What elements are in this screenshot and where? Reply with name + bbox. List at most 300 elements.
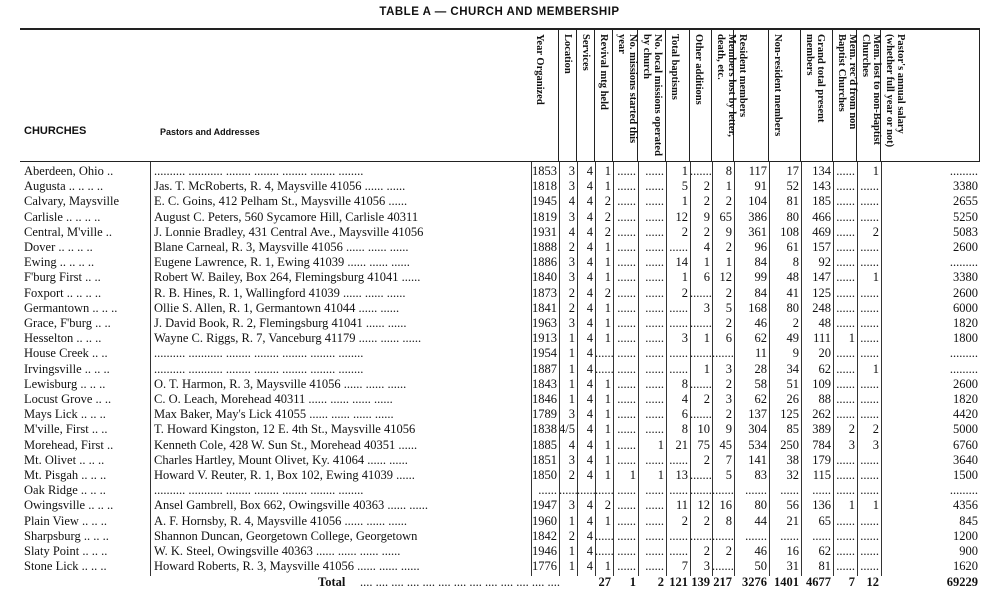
data-cell: 1	[681, 194, 688, 209]
church-name: F'burg First .. ..	[24, 270, 101, 285]
data-cell: ......	[836, 376, 855, 391]
data-cell: 3	[568, 164, 575, 178]
data-cell: 143	[812, 179, 831, 194]
data-cell: 1842	[532, 528, 557, 543]
column-rule	[833, 162, 834, 576]
data-cell: 91	[754, 179, 767, 194]
data-cell: 12	[697, 498, 710, 513]
column-header-label: No. missions started this year	[616, 34, 638, 144]
data-cell: 1	[604, 559, 611, 574]
data-cell: 65	[818, 513, 831, 528]
data-cell: ......	[780, 528, 799, 543]
data-cell: 1	[848, 331, 855, 346]
data-cell: 2655	[953, 194, 978, 209]
data-cell: 4	[568, 194, 575, 209]
data-cell: ......	[645, 316, 664, 330]
data-cell: ......	[836, 513, 855, 528]
data-cell: 1886	[532, 255, 557, 270]
data-cell: 50	[754, 559, 767, 574]
data-cell: 32	[786, 468, 799, 482]
data-cell: 28	[754, 361, 767, 376]
data-cell: 7	[725, 452, 732, 467]
data-cell: .......	[712, 483, 734, 498]
data-cell: 62	[754, 331, 767, 346]
data-cell: 2	[792, 316, 799, 330]
data-cell: 62	[818, 361, 831, 376]
pastor-address: E. C. Goins, 412 Pelham St., Maysville 41056 ......	[154, 194, 408, 209]
church-name: Calvary, Maysville	[24, 194, 120, 209]
column-header-label: Revival mtg held	[598, 34, 609, 110]
data-cell: 1	[725, 179, 732, 194]
data-cell: 3380	[953, 179, 978, 194]
data-cell: 111	[813, 331, 831, 346]
data-cell: 2	[848, 422, 855, 437]
total-cell: 3276	[742, 575, 767, 590]
pastor-address: .......... ........... ........ ........ ........ ........ ........	[154, 361, 364, 376]
data-cell: ......	[645, 483, 664, 498]
church-name: Foxport .. .. .. ..	[24, 285, 102, 300]
data-cell: ......	[836, 316, 855, 330]
data-cell: 8	[681, 422, 688, 437]
data-cell: 304	[748, 422, 767, 437]
data-cell: 386	[748, 209, 767, 224]
church-name: Hesselton .. .. ..	[24, 331, 102, 346]
data-cell: 137	[748, 407, 767, 422]
data-cell: .......	[690, 468, 712, 482]
data-cell: 1	[604, 407, 611, 422]
data-cell: ......	[860, 483, 879, 498]
data-cell: ......	[836, 392, 855, 406]
data-cell: ......	[836, 209, 855, 224]
data-cell: 4	[586, 164, 593, 178]
data-cell: 1800	[953, 331, 978, 346]
data-cell: 21	[675, 437, 688, 452]
data-cell: ......	[617, 224, 636, 239]
data-cell: 46	[754, 544, 767, 558]
data-cell: 3	[872, 437, 879, 452]
data-cell: 2	[568, 300, 575, 315]
data-cell: 3	[568, 255, 575, 270]
data-cell: 134	[812, 164, 831, 178]
church-name: Plain View .. .. ..	[24, 513, 108, 528]
data-cell: .......	[712, 559, 734, 574]
data-cell: ......	[645, 513, 664, 528]
data-cell: 58	[754, 376, 767, 391]
data-cell: 4	[703, 240, 710, 254]
data-cell: 4	[586, 209, 593, 224]
column-header-label: Year Organized	[534, 34, 545, 105]
data-cell: 3	[568, 452, 575, 467]
data-cell: 5	[725, 300, 732, 315]
data-cell: 3	[848, 437, 855, 452]
column-rule	[559, 162, 560, 576]
data-cell: 16	[786, 544, 799, 558]
data-cell: 1	[657, 437, 664, 452]
data-cell: 185	[812, 194, 831, 209]
data-cell: ......	[645, 194, 664, 209]
data-cell: 1500	[953, 468, 978, 482]
data-cell: 4	[586, 452, 593, 467]
data-cell: 4	[586, 407, 593, 422]
pastor-address: Eugene Lawrence, R. 1, Ewing 41039 ...... ...... ......	[154, 255, 410, 270]
data-cell: 1	[872, 164, 879, 178]
data-cell: 2	[703, 544, 710, 558]
pastors-header: Pastors and Addresses	[160, 127, 260, 137]
data-cell: ......	[645, 179, 664, 194]
column-rule	[666, 162, 667, 576]
column-header-label: Non-resident members	[772, 34, 783, 137]
data-cell: 1946	[532, 544, 557, 558]
data-cell: 61	[786, 240, 799, 254]
data-cell: 1	[604, 270, 611, 285]
data-cell: .......	[690, 483, 712, 498]
data-cell: 2	[681, 224, 688, 239]
data-cell: 62	[818, 544, 831, 558]
total-cell: 139	[691, 575, 710, 590]
data-cell: ......	[617, 179, 636, 194]
total-cell: 69229	[946, 575, 978, 590]
data-cell: ......	[860, 452, 879, 467]
column-header	[531, 30, 559, 162]
data-cell: 1	[872, 270, 879, 285]
data-cell: 4	[586, 270, 593, 285]
data-cell: 85	[786, 422, 799, 437]
data-cell: ......	[669, 300, 688, 315]
data-cell: 21	[786, 513, 799, 528]
data-cell: 81	[818, 559, 831, 574]
total-cell	[531, 575, 559, 590]
pastor-address: Howard V. Reuter, R. 1, Box 102, Ewing 41039 ......	[154, 468, 415, 482]
data-cell: .......	[712, 528, 734, 543]
data-cell: 65	[719, 209, 732, 224]
pastor-address: .......... ........... ........ ........ ........ ........ ........	[154, 346, 364, 361]
data-cell: 1	[604, 300, 611, 315]
data-cell: ......	[836, 544, 855, 558]
column-header-label: Total baptisms	[669, 34, 680, 100]
data-cell: 1	[568, 392, 575, 406]
data-cell: .........	[949, 483, 978, 498]
data-cell: 361	[748, 224, 767, 239]
column-rule	[801, 162, 802, 576]
data-cell: 2	[604, 498, 611, 513]
data-cell: ......	[617, 498, 636, 513]
data-cell: 1	[568, 361, 575, 376]
data-cell: 13	[675, 468, 688, 482]
data-cell: 12	[719, 270, 732, 285]
data-cell: 1888	[532, 240, 557, 254]
data-cell: ......	[645, 361, 664, 376]
data-cell: 1	[703, 361, 710, 376]
data-cell: .......	[690, 407, 712, 422]
data-cell: 3	[725, 361, 732, 376]
data-cell: 1	[604, 452, 611, 467]
data-cell: 108	[780, 224, 799, 239]
church-name: Stone Lick .. .. ..	[24, 559, 107, 574]
data-cell: ......	[577, 483, 596, 498]
data-cell: 4	[586, 498, 593, 513]
data-cell: ......	[645, 392, 664, 406]
data-cell: ......	[860, 392, 879, 406]
data-cell: ......	[669, 452, 688, 467]
data-cell: ......	[836, 559, 855, 574]
column-header-label: Mem. rec'd from non Baptist Churches	[836, 34, 858, 130]
data-cell: 2	[681, 513, 688, 528]
data-cell: ......	[812, 528, 831, 543]
data-cell: 6000	[953, 300, 978, 315]
data-cell: 88	[818, 392, 831, 406]
total-cell: 27	[598, 575, 611, 590]
data-cell: ......	[617, 361, 636, 376]
data-cell: 44	[754, 513, 767, 528]
data-cell: 31	[786, 559, 799, 574]
data-cell: 26	[786, 392, 799, 406]
data-cell: 7	[681, 559, 688, 574]
data-cell: 2	[725, 544, 732, 558]
data-cell: ......	[836, 528, 855, 543]
data-cell: ......	[645, 285, 664, 300]
column-header	[712, 30, 737, 162]
pastor-address: W. K. Steel, Owingsville 40363 ...... ...... ...... ......	[154, 544, 401, 558]
data-cell: 34	[786, 361, 799, 376]
church-name: Owingsville .. .. ..	[24, 498, 114, 513]
column-header	[833, 30, 857, 162]
column-rule	[577, 162, 578, 576]
pastor-address: Kenneth Cole, 428 W. Sun St., Morehead 40351 ......	[154, 437, 418, 452]
data-cell: 41	[786, 285, 799, 300]
column-rule	[150, 162, 151, 576]
data-cell: .......	[690, 316, 712, 330]
pastor-address: Howard Roberts, R. 3, Maysville 41056 ...... ...... ......	[154, 559, 420, 574]
data-cell: 2	[604, 209, 611, 224]
column-rule	[531, 162, 532, 576]
data-cell: 10	[697, 422, 710, 437]
total-cell: 217	[713, 575, 732, 590]
data-cell: 900	[959, 544, 978, 558]
total-label: Total	[318, 575, 346, 590]
data-cell: 3	[725, 392, 732, 406]
pastor-address: Charles Hartley, Mount Olivet, Ky. 41064 ...... ......	[154, 452, 408, 467]
data-cell: 1	[604, 331, 611, 346]
data-cell: 1	[604, 164, 611, 178]
data-cell: ......	[669, 346, 688, 361]
column-header	[559, 30, 577, 162]
data-cell: 80	[754, 498, 767, 513]
data-cell: ......	[617, 544, 636, 558]
church-name: Irvingsville .. .. ..	[24, 361, 110, 376]
data-cell: ......	[595, 528, 614, 543]
data-cell: 92	[818, 255, 831, 270]
data-cell: ......	[645, 164, 664, 178]
churches-header: CHURCHES	[24, 125, 87, 137]
data-cell: 1620	[953, 559, 978, 574]
data-cell: ......	[645, 224, 664, 239]
data-cell: 4	[586, 194, 593, 209]
church-name: Sharpsburg .. .. ..	[24, 528, 109, 543]
data-cell: ......	[617, 513, 636, 528]
data-cell: ......	[860, 468, 879, 482]
data-cell: 2	[872, 422, 879, 437]
data-cell: 62	[754, 392, 767, 406]
data-cell: 1850	[532, 468, 557, 482]
data-cell: 1	[568, 346, 575, 361]
pastor-address: .......... ........... ........ ........ ........ ........ ........	[154, 483, 364, 498]
data-cell: 8	[792, 255, 799, 270]
data-cell: 2	[604, 194, 611, 209]
data-cell: ......	[860, 544, 879, 558]
column-header-label: Pastor's annual salary (whether full year or not)	[884, 34, 906, 148]
data-cell: 2	[604, 285, 611, 300]
data-cell: ......	[595, 346, 614, 361]
church-name: Oak Ridge .. .. ..	[24, 483, 106, 498]
data-cell: 1838	[532, 422, 557, 437]
data-cell: 1776	[532, 559, 557, 574]
data-cell: 3	[568, 209, 575, 224]
church-name: House Creek .. ..	[24, 346, 108, 361]
data-cell: .......	[745, 483, 767, 498]
data-cell: ......	[645, 240, 664, 254]
data-cell: 4	[568, 224, 575, 239]
data-cell: 4	[586, 255, 593, 270]
data-cell: ......	[836, 240, 855, 254]
data-cell: ......	[669, 528, 688, 543]
data-cell: 1	[604, 240, 611, 254]
data-cell: 1819	[532, 209, 557, 224]
total-cell	[559, 575, 577, 590]
pastor-address: Ollie S. Allen, R. 1, Germantown 41044 ...... ......	[154, 300, 400, 315]
data-cell: 3	[568, 407, 575, 422]
column-rule	[881, 162, 882, 576]
church-name: Grace, F'burg .. ..	[24, 316, 111, 330]
data-cell: .......	[712, 346, 734, 361]
data-cell: 6	[725, 331, 732, 346]
data-cell: 5250	[953, 209, 978, 224]
data-cell: 1	[604, 255, 611, 270]
data-cell: 5083	[953, 224, 978, 239]
column-rule	[595, 162, 596, 576]
data-cell: ......	[645, 376, 664, 391]
data-cell: ......	[836, 255, 855, 270]
data-cell: 4	[586, 361, 593, 376]
data-cell: .........	[949, 164, 978, 178]
data-cell: ......	[836, 164, 855, 178]
column-header	[613, 30, 638, 162]
data-cell: 4	[586, 544, 593, 558]
data-cell: 1	[568, 513, 575, 528]
pastor-address: Max Baker, May's Lick 41055 ...... ...... ...... ......	[154, 407, 394, 422]
data-cell: 84	[754, 285, 767, 300]
data-cell: ......	[617, 392, 636, 406]
data-cell: 2	[872, 224, 879, 239]
data-cell: ......	[812, 483, 831, 498]
data-cell: 9	[703, 209, 710, 224]
data-cell: ......	[860, 346, 879, 361]
data-cell: 11	[754, 346, 767, 361]
data-cell: ......	[860, 285, 879, 300]
column-rule	[769, 162, 770, 576]
data-cell: 179	[812, 452, 831, 467]
data-cell: ......	[538, 483, 557, 498]
data-cell: 1	[604, 422, 611, 437]
data-cell: 1851	[532, 452, 557, 467]
data-cell: 8	[725, 513, 732, 528]
pastor-address: Blane Carneal, R. 3, Maysville 41056 ...... ...... ......	[154, 240, 409, 254]
data-cell: ......	[645, 270, 664, 285]
data-cell: 6	[681, 407, 688, 422]
data-cell: ......	[595, 544, 614, 558]
data-cell: 1	[604, 316, 611, 330]
data-cell: 2	[568, 468, 575, 482]
data-cell: ......	[836, 483, 855, 498]
data-cell: 2	[568, 240, 575, 254]
data-cell: .........	[949, 361, 978, 376]
data-cell: 2	[725, 194, 732, 209]
pastor-address: Wayne C. Riggs, R. 7, Vanceburg 41179 ...... ...... ......	[154, 331, 422, 346]
data-cell: 1840	[532, 270, 557, 285]
data-cell: 2	[703, 179, 710, 194]
data-cell: 4	[586, 316, 593, 330]
data-cell: 14	[675, 255, 688, 270]
data-cell: ......	[860, 316, 879, 330]
data-cell: 1954	[532, 346, 557, 361]
data-cell: ......	[860, 179, 879, 194]
data-cell: 49	[786, 331, 799, 346]
data-cell: 1947	[532, 498, 557, 513]
data-cell: 1	[848, 498, 855, 513]
data-cell: 2	[681, 285, 688, 300]
data-cell: 5	[681, 179, 688, 194]
data-cell: 2	[604, 224, 611, 239]
data-cell: 1963	[532, 316, 557, 330]
data-cell: ......	[780, 483, 799, 498]
data-cell: ......	[860, 209, 879, 224]
column-header	[690, 30, 712, 162]
data-cell: ......	[617, 346, 636, 361]
data-cell: 4	[586, 422, 593, 437]
data-cell: 1	[604, 437, 611, 452]
data-cell: 1820	[953, 392, 978, 406]
data-cell: 168	[748, 300, 767, 315]
data-cell: 12	[675, 209, 688, 224]
pastor-address: A. F. Hornsby, R. 4, Maysville 41056 ...... ...... ......	[154, 513, 408, 528]
total-cell: 7	[848, 575, 855, 590]
data-cell: 109	[812, 376, 831, 391]
church-name: Mt. Pisgah .. .. ..	[24, 468, 107, 482]
data-cell: ......	[836, 346, 855, 361]
data-cell: 52	[786, 179, 799, 194]
data-cell: 4	[586, 240, 593, 254]
church-name: Slaty Point .. .. ..	[24, 544, 108, 558]
total-cell: 1	[629, 575, 636, 590]
data-cell: 1	[681, 270, 688, 285]
data-cell: 2600	[953, 240, 978, 254]
data-cell: 3640	[953, 452, 978, 467]
pastor-address: R. B. Hines, R. 1, Wallingford 41039 ...... ...... ......	[154, 285, 406, 300]
data-cell: ......	[617, 452, 636, 467]
pastor-address: .......... ........... ........ ........ ........ ........ ........	[154, 164, 364, 178]
data-cell: .........	[949, 255, 978, 270]
data-cell: 157	[812, 240, 831, 254]
column-rule	[690, 162, 691, 576]
data-cell: 2	[703, 452, 710, 467]
data-cell: ......	[836, 468, 855, 482]
data-cell: 1	[604, 392, 611, 406]
church-name: Mt. Olivet .. .. ..	[24, 452, 105, 467]
data-cell: ......	[595, 483, 614, 498]
data-cell: 3	[568, 316, 575, 330]
data-cell: 4	[586, 437, 593, 452]
data-cell: 3	[703, 300, 710, 315]
data-cell: 4	[586, 468, 593, 482]
